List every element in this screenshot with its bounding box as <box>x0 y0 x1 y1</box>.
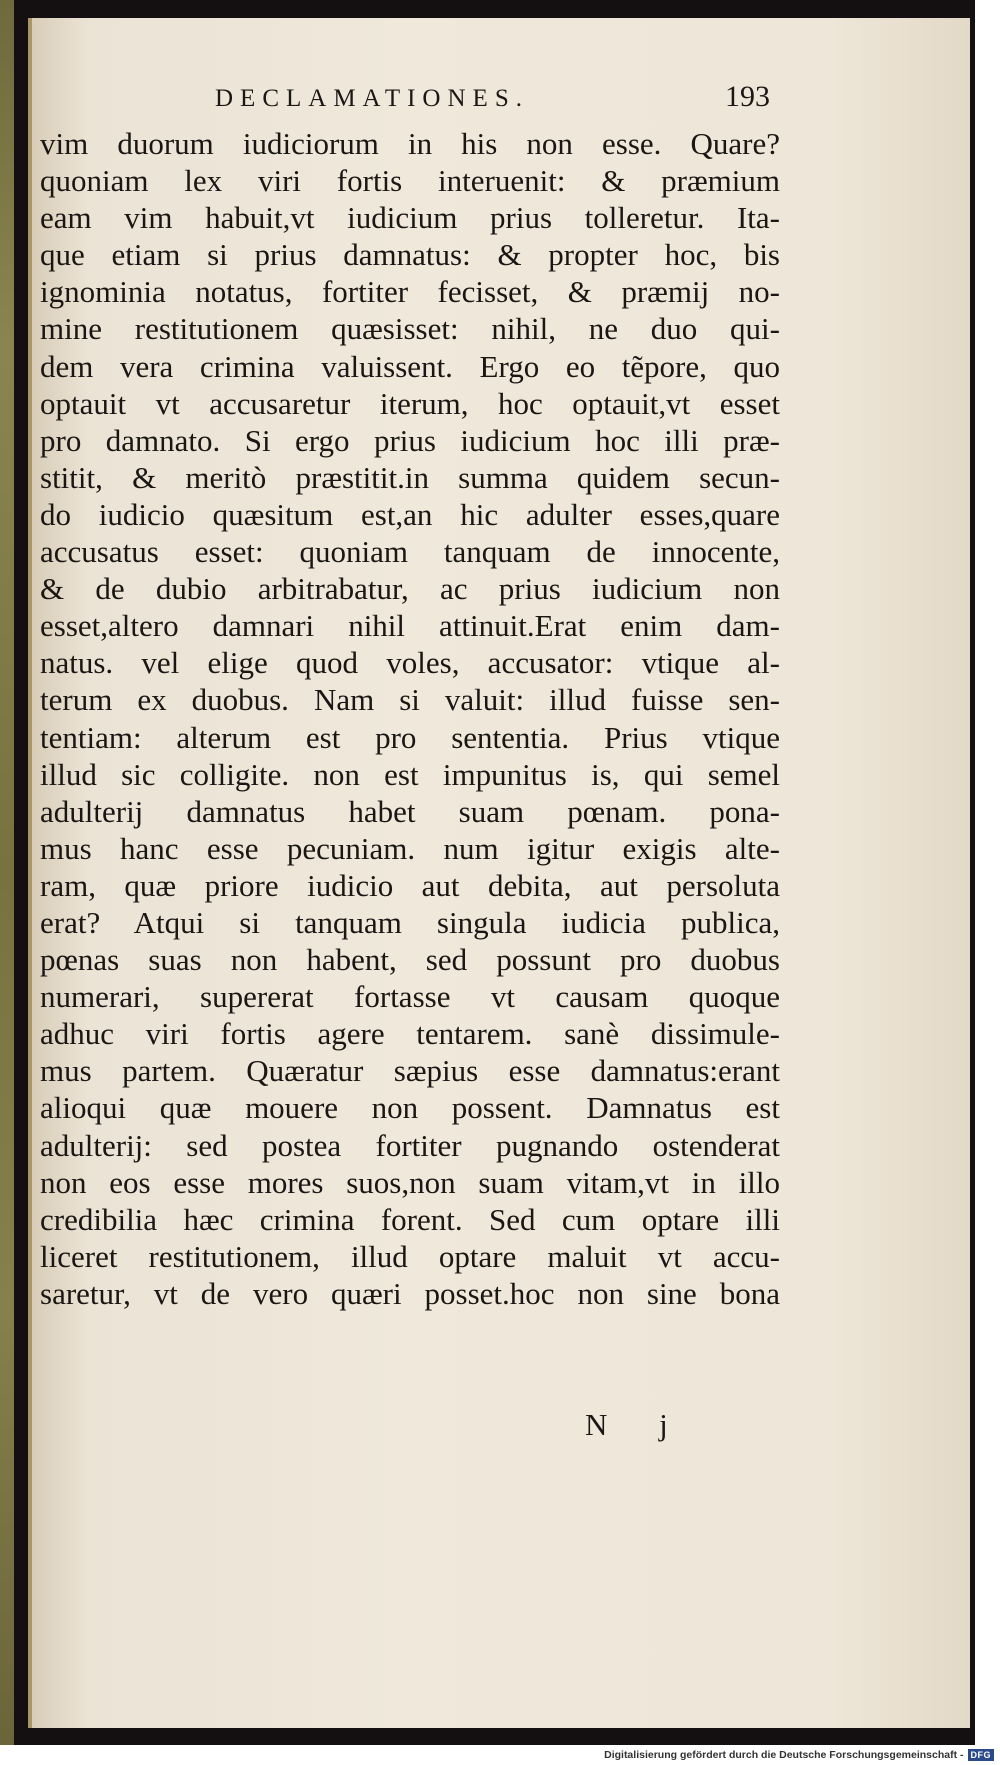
text-line: alioqui quæ mouere non possent. Damnatus est <box>40 1090 780 1126</box>
page-number: 193 <box>725 80 770 113</box>
book-spine <box>0 0 14 1745</box>
text-line: numerari, supererat fortasse vt causam quoque <box>40 979 780 1015</box>
text-line: vim duorum iudiciorum in his non esse. Quare? <box>40 126 780 161</box>
text-line: ignominia notatus, fortiter fecisset, & præmij no- <box>40 274 780 310</box>
text-line: erat? Atqui si tanquam singula iudicia publica, <box>40 904 780 940</box>
text-line: dem vera crimina valuissent. Ergo eo tẽpore, quo <box>40 348 780 384</box>
text-line: optauit vt accusaretur iterum, hoc optauit,vt esset <box>40 385 780 421</box>
text-line: adulterij: sed postea fortiter pugnando ostenderat <box>40 1127 780 1163</box>
text-line: do iudicio quæsitum est,an hic adulter esses,quare <box>40 496 780 532</box>
text-line: & de dubio arbitrabatur, ac prius iudicium non <box>40 571 780 607</box>
text-line: adhuc viri fortis agere tentarem. sanè dissimule- <box>40 1016 780 1052</box>
text-line: terum ex duobus. Nam si valuit: illud fuisse sen- <box>40 682 780 718</box>
text-line: mus partem. Quæratur sæpius esse damnatus:erant <box>40 1053 780 1089</box>
text-line: accusatus esset: quoniam tanquam de innocente, <box>40 534 780 570</box>
text-line: tentiam: alterum est pro sententia. Prius vtique <box>40 719 780 755</box>
body-text <box>40 125 780 1312</box>
digitization-credit <box>604 1747 994 1763</box>
text-line: mus hanc esse pecuniam. num igitur exigis alte- <box>40 830 780 866</box>
dfg-logo: DFG <box>968 1749 995 1761</box>
text-line: que etiam si prius damnatus: & propter hoc, bis <box>40 237 780 273</box>
text-line: pro damnato. Si ergo prius iudicium hoc illi præ- <box>40 422 780 458</box>
text-line: mine restitutionem quæsisset: nihil, ne duo qui- <box>40 311 780 347</box>
text-line: saretur, vt de vero quæri posset.hoc non sine bona <box>40 1275 780 1311</box>
text-line: quoniam lex viri fortis interuenit: & præmium <box>40 163 780 199</box>
credit-text: Digitalisierung gefördert durch die Deutsche Forschungsgemeinschaft - <box>604 1749 964 1761</box>
signature-mark: N j <box>585 1407 690 1442</box>
text-line: illud sic colligite. non est impunitus is, qui semel <box>40 756 780 792</box>
running-head-title: DECLAMATIONES. <box>215 85 529 112</box>
text-line: liceret restitutionem, illud optare maluit vt accu- <box>40 1238 780 1274</box>
running-head <box>215 80 770 120</box>
text-line: ram, quæ priore iudicio aut debita, aut persoluta <box>40 867 780 903</box>
text-line: credibilia hæc crimina forent. Sed cum optare illi <box>40 1201 780 1237</box>
text-line: stitit, & meritò præstitit.in summa quidem secun- <box>40 459 780 495</box>
text-line: adulterij damnatus habet suam pœnam. pona- <box>40 793 780 829</box>
text-line: non eos esse mores suos,non suam vitam,vt in illo <box>40 1164 780 1200</box>
text-line: eam vim habuit,vt iudicium prius tolleretur. Ita- <box>40 200 780 236</box>
text-line: esset,altero damnari nihil attinuit.Erat enim dam- <box>40 608 780 644</box>
text-line: natus. vel elige quod voles, accusator: vtique al- <box>40 645 780 681</box>
text-line: pœnas suas non habent, sed possunt pro duobus <box>40 942 780 978</box>
